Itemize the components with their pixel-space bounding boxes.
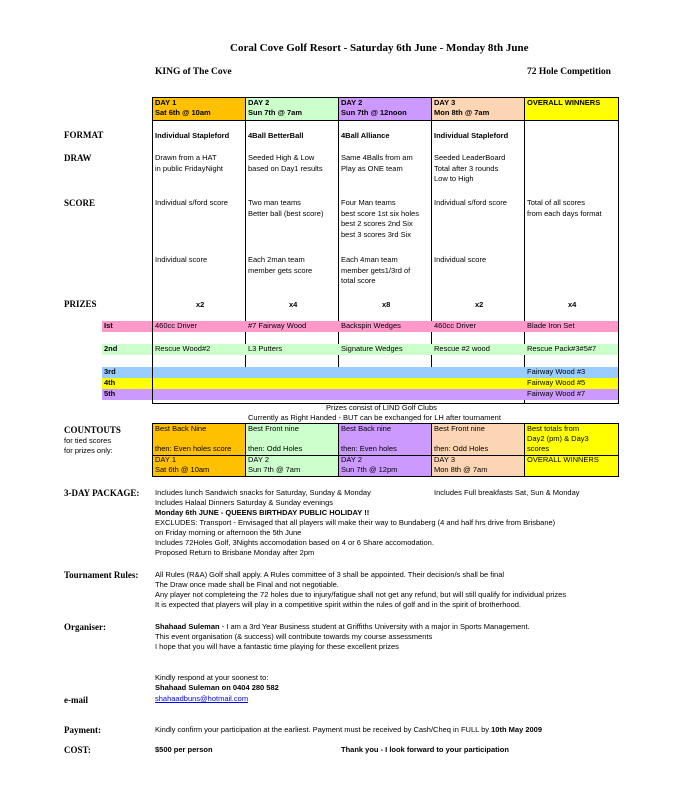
- day-footer-label: DAY 3: [434, 455, 455, 464]
- prize-cell: 460cc Driver: [432, 321, 525, 332]
- day-footer-date: Sun 7th @ 7am: [248, 465, 301, 474]
- grid-line: [245, 423, 246, 476]
- draw-line: Same 4Balls from am: [341, 153, 413, 162]
- package-line: Includes lunch Sandwich snacks for Saturday, Sunday & Monday: [155, 488, 371, 497]
- prize-cell: Fairway Wood #3: [525, 367, 618, 378]
- day-header-label: DAY 2: [341, 98, 363, 107]
- draw-line: Total after 3 rounds: [434, 163, 499, 173]
- day-footer-label: DAY 2: [248, 455, 269, 464]
- score-cell: [527, 198, 602, 219]
- prize-count: x2: [475, 300, 484, 309]
- countouts-note: for tied scores: [64, 436, 112, 445]
- grid-line: [152, 97, 153, 404]
- countout-rule: then: Odd Holes: [434, 444, 489, 453]
- countout-cell: [525, 424, 618, 455]
- grid-line: [338, 97, 339, 378]
- score-cell: [155, 198, 228, 209]
- grid-line: [152, 97, 619, 98]
- day-header-3: [339, 98, 432, 120]
- grid-line: [618, 97, 619, 404]
- score-line: best score 1st six holes: [341, 208, 419, 218]
- package-line: Includes Halaal Dinners Saturday & Sunday evenings: [155, 498, 334, 507]
- draw-line: Drawn from a HAT: [155, 153, 217, 162]
- score-line: Individual s/ford score: [155, 198, 228, 207]
- day-header-label: DAY 3: [434, 98, 456, 107]
- organiser-name: Shahaad Suleman: [155, 622, 220, 631]
- prize-cell: Rescue Wood#2: [153, 344, 246, 355]
- package-line: Monday 6th JUNE - QUEENS BIRTHDAY PUBLIC HOLIDAY !!: [155, 508, 370, 517]
- draw-line: Seeded LeaderBoard: [434, 153, 506, 162]
- countouts-note: for prizes only:: [64, 446, 113, 455]
- score-line: Each 2man team: [248, 255, 305, 264]
- prize-cell: Rescue Pack#3#5#7: [525, 344, 618, 355]
- score-cell: [341, 198, 419, 240]
- grid-line: [524, 423, 525, 476]
- score-line: Each 4man team: [341, 255, 398, 264]
- grid-line: [338, 423, 339, 476]
- day-header-5: [525, 98, 618, 120]
- grid-line: [152, 423, 153, 476]
- countout-cell: [432, 424, 525, 455]
- score-line: Better ball (best score): [248, 208, 324, 218]
- day-footer-1: [153, 455, 246, 476]
- day-header-2: [246, 98, 339, 120]
- grid-line: [152, 423, 619, 424]
- package-line: EXCLUDES: Transport - Envisaged that all players will make their way to Bundaberg (4 and half hrs drive from Brisbane): [155, 518, 556, 527]
- prize-band: [153, 378, 525, 389]
- grid-line: [152, 455, 619, 456]
- grid-line: [524, 97, 525, 404]
- day-footer-date: Mon 8th @ 7am: [434, 465, 488, 474]
- package-line: Includes 72Holes Golf, 3Nights accomodation based on 4 or 6 Share accomodation.: [155, 538, 434, 547]
- day-header-label: OVERALL WINNERS: [527, 98, 601, 107]
- score-detail-cell: [248, 255, 312, 276]
- day-header-label: DAY 2: [248, 98, 270, 107]
- draw-cell: [155, 153, 223, 174]
- prize-place: 3rd: [102, 367, 152, 378]
- row-label-countouts: COUNTOUTS: [64, 425, 121, 435]
- day-header-4: [432, 98, 525, 120]
- grid-line: [618, 423, 619, 476]
- score-line: Individual score: [434, 255, 487, 264]
- score-line: Four Man teams: [341, 198, 396, 207]
- rule-line: It is expected that players will play in a competitive spirit within the rules of golf and in the spirit of brotherhood.: [155, 600, 522, 609]
- competition-type: 72 Hole Competition: [527, 67, 611, 77]
- score-line: Total of all scores: [527, 198, 585, 207]
- prize-cell: Backspin Wedges: [339, 321, 432, 332]
- prize-count: x8: [382, 300, 391, 309]
- format-cell: Individual Stapleford: [155, 131, 230, 140]
- section-label-rules: Tournament Rules:: [64, 570, 139, 580]
- day-header-date: Mon 8th @ 7am: [434, 108, 490, 117]
- day-footer-4: [432, 455, 525, 476]
- prize-place: 5th: [102, 389, 152, 400]
- countout-rule: then: Even holes score: [155, 444, 232, 453]
- prize-cell: Fairway Wood #7: [525, 389, 618, 400]
- prize-cell: L3 Putters: [246, 344, 339, 355]
- day-footer-label: DAY 2: [341, 455, 362, 464]
- cost-value: $500 per person: [155, 745, 213, 754]
- prize-cell: Rescue #2 wood: [432, 344, 525, 355]
- prize-note: Prizes consist of LIND Golf Clubs: [326, 403, 437, 412]
- draw-line: Play as ONE team: [341, 163, 403, 173]
- countout-rule: Best Front nine: [434, 424, 485, 433]
- format-cell: 4Ball Alliance: [341, 131, 390, 140]
- score-line: best 2 scores 2nd Six: [341, 219, 413, 228]
- format-cell: Individual Stapleford: [434, 131, 509, 140]
- countout-rule: Best Back Nine: [155, 424, 207, 433]
- section-label-package: 3-DAY PACKAGE:: [64, 488, 140, 498]
- draw-line: Low to High: [434, 174, 474, 183]
- day-header-date: Sat 6th @ 10am: [155, 108, 211, 117]
- rule-line: All Rules (R&A) Golf shall apply. A Rules committee of 3 shall be appointed. Their decision/s shall be final: [155, 570, 505, 579]
- prize-band: [153, 367, 525, 378]
- countout-cell: [153, 424, 246, 455]
- prize-count: x2: [196, 300, 205, 309]
- grid-line: [431, 423, 432, 476]
- draw-cell: [434, 153, 505, 185]
- prize-cell: Signature Wedges: [339, 344, 432, 355]
- countout-rule: Best Front nine: [248, 424, 299, 433]
- prize-place: 2nd: [102, 344, 152, 355]
- row-label-prizes: PRIZES: [64, 299, 97, 309]
- thanks-text: Thank you - I look forward to your participation: [341, 745, 509, 754]
- day-header-date: Sun 7th @ 7am: [248, 108, 302, 117]
- organiser-line: This event organisation (& success) will contribute towards my course assessments: [155, 632, 433, 641]
- grid-line: [431, 97, 432, 378]
- draw-line: in public FridayNight: [155, 163, 223, 173]
- respond-text: Kindly respond at your soonest to:: [155, 673, 269, 682]
- day-footer-label: OVERALL WINNERS: [527, 455, 599, 464]
- grid-line: [152, 476, 619, 477]
- payment-date: 10th May 2009: [491, 725, 543, 734]
- day-header-label: DAY 1: [155, 98, 177, 107]
- package-line: Proposed Return to Brisbane Monday after 2pm: [155, 548, 315, 557]
- countout-rule: Best totals from: [527, 424, 580, 433]
- day-footer-label: DAY 1: [155, 455, 176, 464]
- section-label-email: e-mail: [64, 695, 88, 705]
- countout-rule: Best Back nine: [341, 424, 392, 433]
- day-header-1: [153, 98, 246, 120]
- score-line: from each days format: [527, 208, 602, 218]
- row-label-format: FORMAT: [64, 130, 104, 140]
- prize-count: x4: [568, 300, 577, 309]
- prize-cell: Blade Iron Set: [525, 321, 618, 332]
- prize-place: Ist: [102, 321, 152, 332]
- package-line: Includes Full breakfasts Sat, Sun & Monday: [434, 488, 580, 497]
- draw-line: based on Day1 results: [248, 163, 323, 173]
- countout-rule: Day2 (pm) & Day3: [527, 434, 589, 443]
- score-cell: [434, 198, 507, 209]
- draw-cell: [341, 153, 413, 174]
- score-line: Individual s/ford score: [434, 198, 507, 207]
- prize-note: Currently as Right Handed - BUT can be exchanged for LH after tournament: [248, 413, 501, 422]
- organiser-desc: - I am a 3rd Year Business student at Griffiths University with a major in Sports Management.: [219, 622, 530, 631]
- score-line: member gets1/3rd of: [341, 265, 411, 275]
- countout-rule: scores: [527, 444, 550, 453]
- score-detail-cell: [155, 255, 207, 266]
- day-footer-2: [246, 455, 339, 476]
- rule-line: Any player not completeing the 72 holes due to injury/fatigue shall not get any refund, but will still qualify for individual prizes: [155, 590, 567, 599]
- prize-cell: Fairway Wood #5: [525, 378, 618, 389]
- score-detail-cell: [434, 255, 486, 266]
- score-line: Two man teams: [248, 198, 301, 207]
- section-label-cost: COST:: [64, 745, 91, 755]
- score-line: Individual score: [155, 255, 208, 264]
- score-detail-cell: [341, 255, 410, 287]
- contact-text: Shahaad Suleman on 0404 280 582: [155, 683, 279, 692]
- score-line: best 3 scores 3rd Six: [341, 229, 412, 239]
- countout-cell: [339, 424, 432, 455]
- draw-cell: [248, 153, 323, 174]
- format-cell: 4Ball BetterBall: [248, 131, 304, 140]
- organiser-line: I hope that you will have a fantastic time playing for these excellent prizes: [155, 642, 399, 651]
- countout-rule: then: Odd Holes: [248, 444, 303, 453]
- score-line: total score: [341, 276, 376, 285]
- row-label-draw: DRAW: [64, 153, 92, 163]
- day-footer-date: Sat 6th @ 10am: [155, 465, 210, 474]
- section-label-payment: Payment:: [64, 725, 101, 735]
- competition-name: KING of The Cove: [155, 67, 232, 77]
- email-link[interactable]: shahaadbuns@hotmail.com: [155, 694, 249, 703]
- prize-cell: #7 Fairway Wood: [246, 321, 339, 332]
- payment-text: [155, 725, 542, 736]
- grid-line: [152, 120, 619, 121]
- prize-cell: 460cc Driver: [153, 321, 246, 332]
- section-label-organiser: Organiser:: [64, 622, 106, 632]
- score-line: member gets score: [248, 265, 313, 275]
- countout-cell: [246, 424, 339, 455]
- day-footer-5: [525, 455, 618, 476]
- prize-count: x4: [289, 300, 298, 309]
- page-title: Coral Cove Golf Resort - Saturday 6th June - Monday 8th June: [230, 42, 529, 54]
- day-footer-3: DAY 2 Sun 7th @ 12pm: [339, 455, 432, 476]
- countout-rule: then: Even holes: [341, 444, 397, 453]
- row-label-score: SCORE: [64, 198, 96, 208]
- package-line: on Friday morning or afternoon the 5th June: [155, 528, 302, 537]
- prize-band: [153, 389, 525, 400]
- grid-line: [245, 97, 246, 378]
- organiser-line: [155, 622, 530, 633]
- payment-desc: Kindly confirm your participation at the earliest. Payment must be received by Cash/Cheq in FULL by: [155, 725, 492, 734]
- score-cell: [248, 198, 323, 219]
- draw-line: Seeded High & Low: [248, 153, 315, 162]
- rule-line: The Draw once made shall be Final and not negotiable.: [155, 580, 339, 589]
- day-header-date: Sun 7th @ 12noon: [341, 108, 407, 117]
- prize-place: 4th: [102, 378, 152, 389]
